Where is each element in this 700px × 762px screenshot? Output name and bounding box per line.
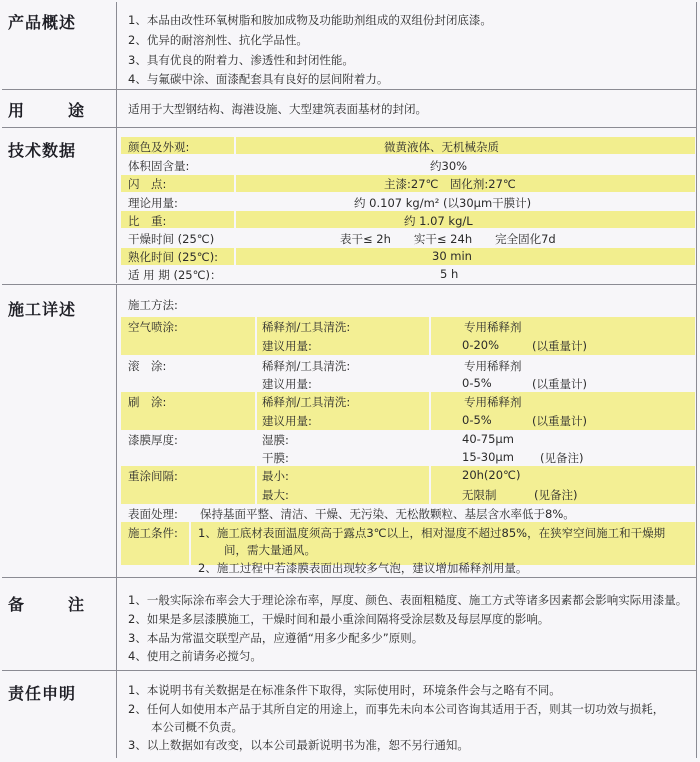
method-label: 施工方法: — [128, 298, 178, 312]
roll-thinner: 稀释剂/工具清洗: — [262, 359, 351, 373]
recoat-min: 最小: — [262, 469, 289, 483]
section-title-usage: 用 途 — [8, 101, 99, 120]
tech-label: 体积固含量: — [128, 159, 190, 173]
section-title-liability: 责任申明 — [8, 684, 77, 703]
spray-thinner-value: 专用稀释剂 — [464, 320, 522, 334]
tech-value: 主漆:27℃ 固化剂:27℃ — [384, 177, 516, 191]
section-tech — [2, 128, 696, 283]
tech-value: 约 1.07 kg/L — [404, 214, 473, 228]
spray-amount-note: (以重量计) — [532, 339, 587, 353]
liability-item: 本公司概不负责。 — [128, 720, 243, 734]
usage-text: 适用于大型钢结构、海港设施、大型建筑表面基材的封闭。 — [128, 102, 427, 116]
surface-label: 表面处理: — [128, 507, 178, 521]
tech-label: 颜色及外观: — [128, 140, 190, 154]
section-construction — [2, 285, 696, 577]
surface-text: 保持基面平整、清洁、干燥、无污染、无松散颗粒、基层含水率低于8%。 — [200, 507, 575, 521]
brush-amount-value: 0-5% — [462, 413, 492, 427]
section-title-tech: 技术数据 — [8, 141, 77, 160]
brush-label: 刷 涂: — [128, 395, 167, 409]
roll-amount-value: 0-5% — [462, 376, 492, 390]
section-remarks — [2, 578, 696, 670]
section-title-remarks: 备 注 — [8, 595, 99, 614]
film-dry-note: (见备注) — [540, 451, 584, 465]
roll-amount-note: (以重量计) — [532, 377, 587, 391]
brush-amount-note: (以重量计) — [532, 414, 587, 428]
recoat-max: 最大: — [262, 488, 289, 502]
tech-label: 干燥时间 (25℃) — [128, 232, 215, 246]
tech-value: 微黄液体、无机械杂质 — [384, 140, 499, 154]
tech-label: 比 重: — [128, 214, 167, 228]
overview-item: 3、具有优良的附着力、渗透性和封闭性能。 — [128, 53, 354, 67]
liability-item: 2、任何人如使用本产品于其所自定的用途上，而事先未向本公司咨询其适用于否，则其一切功效与损耗， — [128, 702, 665, 716]
tech-value: 约 0.107 kg/m² (以30μm干膜计) — [354, 196, 532, 210]
section-overview — [2, 2, 696, 89]
overview-item: 4、与氟碳中涂、面漆配套具有良好的层间附着力。 — [128, 72, 389, 86]
spray-label: 空气喷涂: — [128, 320, 178, 334]
film-dry: 干膜: — [262, 451, 289, 465]
conditions-label: 施工条件: — [128, 526, 178, 540]
tech-value: 5 h — [440, 267, 459, 281]
section-usage — [2, 90, 696, 127]
recoat-label: 重涂间隔: — [128, 469, 178, 483]
remark-item: 2、如果是多层漆膜施工，干燥时间和最小重涂间隔将受涂层数及每层厚度的影响。 — [128, 612, 550, 626]
spray-thinner: 稀释剂/工具清洗: — [262, 320, 351, 334]
tech-label: 适 用 期 (25℃)： — [128, 268, 222, 282]
brush-amount: 建议用量: — [262, 414, 312, 428]
film-wet-value: 40-75μm — [462, 432, 514, 446]
section-liability — [2, 671, 696, 758]
tech-label: 熟化时间 (25℃): — [128, 250, 219, 264]
overview-item: 2、优异的耐溶剂性、抗化学品性。 — [128, 33, 308, 47]
remark-item: 4、使用之前请务必搅匀。 — [128, 649, 262, 663]
roll-label: 滚 涂: — [128, 359, 167, 373]
liability-item: 3、以上数据如有改变，以本公司最新说明书为准，恕不另行通知。 — [128, 738, 469, 752]
liability-item: 1、本说明书有关数据是在标准条件下取得，实际使用时，环境条件会与之略有不同。 — [128, 683, 561, 697]
film-wet: 湿膜: — [262, 433, 289, 447]
remark-item: 3、本品为常温交联型产品，应遵循“用多少配多少”原则。 — [128, 631, 424, 645]
tech-value: 约30% — [430, 159, 468, 173]
recoat-max-note: (见备注) — [534, 488, 578, 502]
spray-amount-value: 0-20% — [462, 338, 500, 352]
film-label: 漆膜厚度: — [128, 433, 178, 447]
remark-item: 1、一般实际涂布率会大于理论涂布率，厚度、颜色、表面粗糙度、施工方式等诸多因素都会影响实际用漆量。 — [128, 593, 688, 607]
brush-thinner-value: 专用稀释剂 — [464, 395, 522, 409]
tech-label: 理论用量: — [128, 196, 178, 210]
film-dry-value: 15-30μm — [462, 450, 514, 464]
datasheet-frame — [2, 2, 697, 758]
roll-amount: 建议用量: — [262, 377, 312, 391]
tech-label: 闪 点: — [128, 177, 167, 191]
tech-value: 30 min — [432, 249, 472, 263]
section-title-overview: 产品概述 — [8, 13, 77, 32]
tech-value: 表干≤ 2h 实干≤ 24h 完全固化7d — [340, 232, 556, 246]
overview-item: 1、本品由改性环氧树脂和胺加成物及功能助剂组成的双组份封闭底漆。 — [128, 13, 492, 27]
conditions-line: 间，需大量通风。 — [224, 543, 316, 557]
conditions-line: 1、施工底材表面温度须高于露点3℃以上，相对湿度不超过85%，在狭窄空间施工和干燥期 — [198, 526, 666, 540]
spray-amount: 建议用量: — [262, 339, 312, 353]
conditions-line: 2、施工过程中若漆膜表面出现较多气泡，建议增加稀释剂用量。 — [198, 561, 528, 575]
roll-thinner-value: 专用稀释剂 — [464, 359, 522, 373]
section-title-construction: 施工详述 — [8, 300, 77, 319]
brush-thinner: 稀释剂/工具清洗: — [262, 395, 351, 409]
recoat-max-value: 无限制 — [462, 488, 497, 502]
recoat-min-value: 20h(20℃) — [462, 468, 521, 482]
